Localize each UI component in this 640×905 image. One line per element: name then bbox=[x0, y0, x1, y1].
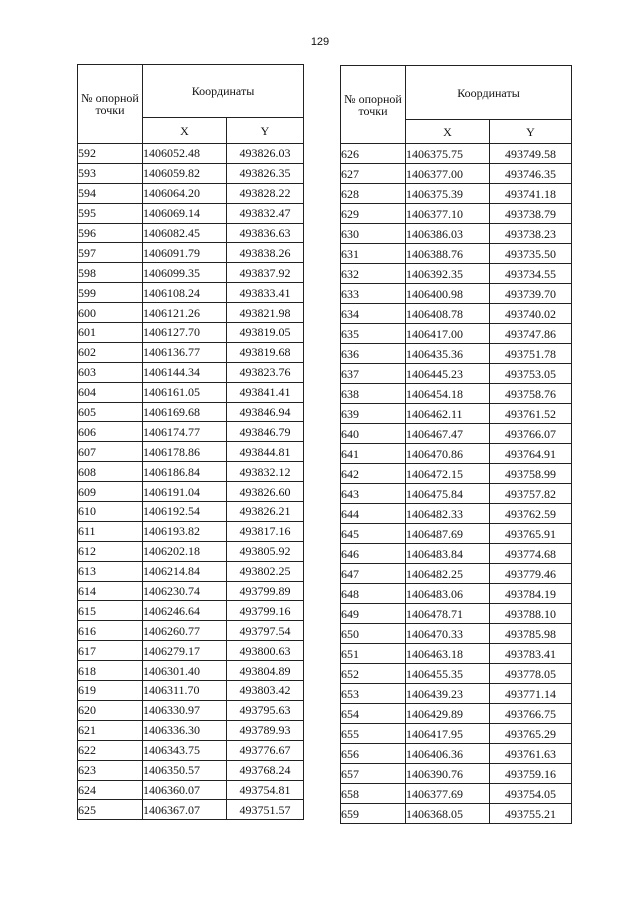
x-coordinate-cell: 1406478.71 bbox=[406, 604, 490, 624]
y-coordinate-cell: 493836.63 bbox=[227, 223, 304, 243]
x-coordinate-cell: 1406108.24 bbox=[143, 283, 227, 303]
y-coordinate-cell: 493819.68 bbox=[227, 342, 304, 362]
y-coordinate-cell: 493759.16 bbox=[490, 764, 572, 784]
point-number-cell: 637 bbox=[341, 364, 406, 384]
y-coordinate-cell: 493788.10 bbox=[490, 604, 572, 624]
point-number-cell: 607 bbox=[78, 442, 143, 462]
y-coordinate-cell: 493846.79 bbox=[227, 422, 304, 442]
table-row bbox=[78, 283, 304, 303]
table-row bbox=[78, 561, 304, 581]
point-number-cell: 652 bbox=[341, 664, 406, 684]
x-coordinate-cell: 1406360.07 bbox=[143, 780, 227, 800]
table-row bbox=[341, 624, 572, 644]
table-row bbox=[341, 524, 572, 544]
point-number-cell: 651 bbox=[341, 644, 406, 664]
y-coordinate-cell: 493766.07 bbox=[490, 424, 572, 444]
point-number-cell: 629 bbox=[341, 204, 406, 224]
table-row bbox=[341, 164, 572, 184]
y-coordinate-cell: 493761.52 bbox=[490, 404, 572, 424]
table-row bbox=[78, 521, 304, 541]
point-number-cell: 614 bbox=[78, 581, 143, 601]
x-coordinate-cell: 1406343.75 bbox=[143, 740, 227, 760]
y-coordinate-cell: 493826.35 bbox=[227, 163, 304, 183]
y-coordinate-cell: 493747.86 bbox=[490, 324, 572, 344]
table-row bbox=[341, 664, 572, 684]
y-coordinate-cell: 493802.25 bbox=[227, 561, 304, 581]
y-coordinate-cell: 493819.05 bbox=[227, 323, 304, 343]
x-coordinate-cell: 1406192.54 bbox=[143, 502, 227, 522]
point-number-cell: 631 bbox=[341, 244, 406, 264]
coordinates-table-right bbox=[340, 65, 572, 824]
table-row bbox=[78, 342, 304, 362]
table-row bbox=[78, 601, 304, 621]
point-number-cell: 624 bbox=[78, 780, 143, 800]
y-coordinate-cell: 493800.63 bbox=[227, 641, 304, 661]
y-coordinate-cell: 493741.18 bbox=[490, 184, 572, 204]
y-coordinate-cell: 493738.79 bbox=[490, 204, 572, 224]
table-row bbox=[341, 244, 572, 264]
x-coordinate-cell: 1406390.76 bbox=[406, 764, 490, 784]
x-coordinate-cell: 1406377.10 bbox=[406, 204, 490, 224]
y-coordinate-cell: 493817.16 bbox=[227, 521, 304, 541]
x-coordinate-cell: 1406388.76 bbox=[406, 244, 490, 264]
table-row bbox=[341, 704, 572, 724]
x-coordinate-cell: 1406121.26 bbox=[143, 303, 227, 323]
table-row bbox=[78, 223, 304, 243]
x-coordinate-cell: 1406455.35 bbox=[406, 664, 490, 684]
y-coordinate-cell: 493758.99 bbox=[490, 464, 572, 484]
point-number-cell: 610 bbox=[78, 502, 143, 522]
point-number-cell: 642 bbox=[341, 464, 406, 484]
table-body-right bbox=[341, 144, 572, 824]
table-row bbox=[341, 324, 572, 344]
table-row bbox=[78, 541, 304, 561]
table-row bbox=[341, 204, 572, 224]
x-coordinate-cell: 1406136.77 bbox=[143, 342, 227, 362]
y-coordinate-cell: 493734.55 bbox=[490, 264, 572, 284]
point-number-cell: 641 bbox=[341, 444, 406, 464]
table-row bbox=[78, 382, 304, 402]
x-coordinate-cell: 1406392.35 bbox=[406, 264, 490, 284]
table-row bbox=[78, 183, 304, 203]
x-coordinate-cell: 1406230.74 bbox=[143, 581, 227, 601]
point-number-cell: 658 bbox=[341, 784, 406, 804]
point-number-cell: 604 bbox=[78, 382, 143, 402]
table-row bbox=[78, 681, 304, 701]
x-coordinate-cell: 1406487.69 bbox=[406, 524, 490, 544]
point-number-cell: 635 bbox=[341, 324, 406, 344]
y-coordinate-cell: 493795.63 bbox=[227, 700, 304, 720]
point-number-cell: 643 bbox=[341, 484, 406, 504]
point-number-cell: 628 bbox=[341, 184, 406, 204]
point-number-cell: 626 bbox=[341, 144, 406, 164]
point-number-cell: 602 bbox=[78, 342, 143, 362]
point-number-cell: 630 bbox=[341, 224, 406, 244]
y-coordinate-cell: 493754.05 bbox=[490, 784, 572, 804]
y-coordinate-cell: 493826.03 bbox=[227, 144, 304, 164]
point-number-cell: 653 bbox=[341, 684, 406, 704]
point-number-cell: 593 bbox=[78, 163, 143, 183]
y-coordinate-cell: 493799.16 bbox=[227, 601, 304, 621]
y-coordinate-cell: 493764.91 bbox=[490, 444, 572, 464]
y-coordinate-cell: 493789.93 bbox=[227, 720, 304, 740]
table-row bbox=[341, 404, 572, 424]
y-coordinate-cell: 493758.76 bbox=[490, 384, 572, 404]
x-coordinate-cell: 1406052.48 bbox=[143, 144, 227, 164]
x-coordinate-cell: 1406368.05 bbox=[406, 804, 490, 824]
y-coordinate-cell: 493776.67 bbox=[227, 740, 304, 760]
y-coordinate-cell: 493784.19 bbox=[490, 584, 572, 604]
x-coordinate-cell: 1406350.57 bbox=[143, 760, 227, 780]
point-number-cell: 622 bbox=[78, 740, 143, 760]
x-coordinate-cell: 1406435.36 bbox=[406, 344, 490, 364]
table-row bbox=[341, 504, 572, 524]
table-row bbox=[78, 641, 304, 661]
table-row bbox=[341, 484, 572, 504]
x-coordinate-cell: 1406161.05 bbox=[143, 382, 227, 402]
x-coordinate-cell: 1406202.18 bbox=[143, 541, 227, 561]
y-coordinate-cell: 493826.60 bbox=[227, 482, 304, 502]
point-number-cell: 599 bbox=[78, 283, 143, 303]
table-row bbox=[78, 144, 304, 164]
point-number-cell: 640 bbox=[341, 424, 406, 444]
x-coordinate-cell: 1406482.33 bbox=[406, 504, 490, 524]
y-coordinate-cell: 493766.75 bbox=[490, 704, 572, 724]
point-number-cell: 598 bbox=[78, 263, 143, 283]
table-row bbox=[341, 424, 572, 444]
table-row bbox=[78, 203, 304, 223]
x-coordinate-cell: 1406377.00 bbox=[406, 164, 490, 184]
x-coordinate-cell: 1406482.25 bbox=[406, 564, 490, 584]
point-number-cell: 603 bbox=[78, 362, 143, 382]
point-number-cell: 596 bbox=[78, 223, 143, 243]
table-row bbox=[78, 362, 304, 382]
x-coordinate-cell: 1406311.70 bbox=[143, 681, 227, 701]
point-number-cell: 656 bbox=[341, 744, 406, 764]
point-number-cell: 621 bbox=[78, 720, 143, 740]
y-coordinate-cell: 493799.89 bbox=[227, 581, 304, 601]
table-row bbox=[341, 304, 572, 324]
point-number-cell: 592 bbox=[78, 144, 143, 164]
point-number-cell: 616 bbox=[78, 621, 143, 641]
table-body-left bbox=[78, 144, 304, 820]
table-row bbox=[78, 243, 304, 263]
coordinates-header: Координаты bbox=[143, 65, 304, 118]
x-coordinate-cell: 1406330.97 bbox=[143, 700, 227, 720]
table-row bbox=[78, 700, 304, 720]
y-coordinate-cell: 493740.02 bbox=[490, 304, 572, 324]
x-column-header: X bbox=[143, 118, 227, 144]
x-coordinate-cell: 1406377.69 bbox=[406, 784, 490, 804]
y-coordinate-cell: 493738.23 bbox=[490, 224, 572, 244]
point-number-cell: 620 bbox=[78, 700, 143, 720]
y-coordinate-cell: 493833.41 bbox=[227, 283, 304, 303]
point-number-cell: 645 bbox=[341, 524, 406, 544]
y-coordinate-cell: 493768.24 bbox=[227, 760, 304, 780]
y-coordinate-cell: 493749.58 bbox=[490, 144, 572, 164]
y-coordinate-cell: 493797.54 bbox=[227, 621, 304, 641]
table-row bbox=[78, 442, 304, 462]
y-coordinate-cell: 493826.21 bbox=[227, 502, 304, 522]
point-number-cell: 617 bbox=[78, 641, 143, 661]
x-coordinate-cell: 1406400.98 bbox=[406, 284, 490, 304]
point-number-header: № опорной точки bbox=[78, 65, 143, 144]
y-coordinate-cell: 493779.46 bbox=[490, 564, 572, 584]
x-coordinate-cell: 1406064.20 bbox=[143, 183, 227, 203]
point-number-cell: 634 bbox=[341, 304, 406, 324]
y-coordinate-cell: 493841.41 bbox=[227, 382, 304, 402]
x-coordinate-cell: 1406386.03 bbox=[406, 224, 490, 244]
y-coordinate-cell: 493761.63 bbox=[490, 744, 572, 764]
x-coordinate-cell: 1406059.82 bbox=[143, 163, 227, 183]
x-coordinate-cell: 1406174.77 bbox=[143, 422, 227, 442]
point-number-cell: 600 bbox=[78, 303, 143, 323]
x-coordinate-cell: 1406429.89 bbox=[406, 704, 490, 724]
y-coordinate-cell: 493785.98 bbox=[490, 624, 572, 644]
point-number-cell: 595 bbox=[78, 203, 143, 223]
x-coordinate-cell: 1406069.14 bbox=[143, 203, 227, 223]
point-number-cell: 632 bbox=[341, 264, 406, 284]
table-row bbox=[78, 780, 304, 800]
y-coordinate-cell: 493804.89 bbox=[227, 661, 304, 681]
table-row bbox=[341, 264, 572, 284]
x-coordinate-cell: 1406099.35 bbox=[143, 263, 227, 283]
point-number-cell: 639 bbox=[341, 404, 406, 424]
x-coordinate-cell: 1406367.07 bbox=[143, 800, 227, 820]
table-row bbox=[341, 364, 572, 384]
y-coordinate-cell: 493751.57 bbox=[227, 800, 304, 820]
page-number: 129 bbox=[310, 36, 330, 48]
y-coordinate-cell: 493846.94 bbox=[227, 402, 304, 422]
x-coordinate-cell: 1406463.18 bbox=[406, 644, 490, 664]
x-coordinate-cell: 1406279.17 bbox=[143, 641, 227, 661]
point-number-cell: 654 bbox=[341, 704, 406, 724]
table-row bbox=[78, 720, 304, 740]
y-coordinate-cell: 493751.78 bbox=[490, 344, 572, 364]
y-coordinate-cell: 493838.26 bbox=[227, 243, 304, 263]
y-coordinate-cell: 493762.59 bbox=[490, 504, 572, 524]
x-coordinate-cell: 1406439.23 bbox=[406, 684, 490, 704]
point-number-cell: 655 bbox=[341, 724, 406, 744]
x-coordinate-cell: 1406186.84 bbox=[143, 462, 227, 482]
table-row bbox=[341, 724, 572, 744]
table-row bbox=[78, 661, 304, 681]
y-coordinate-cell: 493828.22 bbox=[227, 183, 304, 203]
table-row bbox=[341, 804, 572, 824]
point-number-cell: 625 bbox=[78, 800, 143, 820]
point-number-cell: 627 bbox=[341, 164, 406, 184]
x-coordinate-cell: 1406475.84 bbox=[406, 484, 490, 504]
x-coordinate-cell: 1406178.86 bbox=[143, 442, 227, 462]
x-coordinate-cell: 1406417.95 bbox=[406, 724, 490, 744]
table-row bbox=[78, 502, 304, 522]
x-coordinate-cell: 1406246.64 bbox=[143, 601, 227, 621]
y-coordinate-cell: 493823.76 bbox=[227, 362, 304, 382]
y-coordinate-cell: 493754.81 bbox=[227, 780, 304, 800]
point-number-cell: 646 bbox=[341, 544, 406, 564]
table-row bbox=[341, 184, 572, 204]
table-row bbox=[78, 323, 304, 343]
y-coordinate-cell: 493746.35 bbox=[490, 164, 572, 184]
x-coordinate-cell: 1406214.84 bbox=[143, 561, 227, 581]
y-coordinate-cell: 493837.92 bbox=[227, 263, 304, 283]
point-number-cell: 619 bbox=[78, 681, 143, 701]
table-row bbox=[341, 584, 572, 604]
x-coordinate-cell: 1406470.33 bbox=[406, 624, 490, 644]
y-coordinate-cell: 493805.92 bbox=[227, 541, 304, 561]
point-number-cell: 618 bbox=[78, 661, 143, 681]
x-coordinate-cell: 1406470.86 bbox=[406, 444, 490, 464]
table-row bbox=[78, 760, 304, 780]
table-row bbox=[78, 740, 304, 760]
table-row bbox=[341, 464, 572, 484]
point-number-cell: 657 bbox=[341, 764, 406, 784]
x-coordinate-cell: 1406082.45 bbox=[143, 223, 227, 243]
point-number-cell: 605 bbox=[78, 402, 143, 422]
y-coordinate-cell: 493803.42 bbox=[227, 681, 304, 701]
table-row bbox=[78, 303, 304, 323]
table-row bbox=[78, 422, 304, 442]
table-row bbox=[78, 800, 304, 820]
table-row bbox=[341, 784, 572, 804]
point-number-cell: 612 bbox=[78, 541, 143, 561]
table-row bbox=[341, 744, 572, 764]
y-coordinate-cell: 493783.41 bbox=[490, 644, 572, 664]
x-coordinate-cell: 1406375.39 bbox=[406, 184, 490, 204]
x-column-header: X bbox=[406, 120, 490, 144]
x-coordinate-cell: 1406091.79 bbox=[143, 243, 227, 263]
point-number-cell: 613 bbox=[78, 561, 143, 581]
point-number-cell: 648 bbox=[341, 584, 406, 604]
point-number-cell: 608 bbox=[78, 462, 143, 482]
x-coordinate-cell: 1406483.06 bbox=[406, 584, 490, 604]
y-coordinate-cell: 493778.05 bbox=[490, 664, 572, 684]
table-row bbox=[78, 462, 304, 482]
point-number-cell: 623 bbox=[78, 760, 143, 780]
coordinates-table-left bbox=[77, 64, 304, 820]
point-number-header: № опорной точки bbox=[341, 66, 406, 144]
y-coordinate-cell: 493844.81 bbox=[227, 442, 304, 462]
table-row bbox=[341, 144, 572, 164]
table-row bbox=[341, 564, 572, 584]
table-row bbox=[341, 344, 572, 364]
y-coordinate-cell: 493832.47 bbox=[227, 203, 304, 223]
table-row bbox=[78, 581, 304, 601]
coordinates-header: Координаты bbox=[406, 66, 572, 120]
table-row bbox=[341, 444, 572, 464]
y-coordinate-cell: 493771.14 bbox=[490, 684, 572, 704]
x-coordinate-cell: 1406472.15 bbox=[406, 464, 490, 484]
x-coordinate-cell: 1406336.30 bbox=[143, 720, 227, 740]
y-coordinate-cell: 493832.12 bbox=[227, 462, 304, 482]
x-coordinate-cell: 1406454.18 bbox=[406, 384, 490, 404]
x-coordinate-cell: 1406169.68 bbox=[143, 402, 227, 422]
x-coordinate-cell: 1406417.00 bbox=[406, 324, 490, 344]
y-coordinate-cell: 493765.29 bbox=[490, 724, 572, 744]
x-coordinate-cell: 1406406.36 bbox=[406, 744, 490, 764]
point-number-cell: 633 bbox=[341, 284, 406, 304]
x-coordinate-cell: 1406301.40 bbox=[143, 661, 227, 681]
table-row bbox=[341, 384, 572, 404]
x-coordinate-cell: 1406483.84 bbox=[406, 544, 490, 564]
point-number-cell: 650 bbox=[341, 624, 406, 644]
y-coordinate-cell: 493739.70 bbox=[490, 284, 572, 304]
table-row bbox=[341, 544, 572, 564]
table-row bbox=[78, 263, 304, 283]
x-coordinate-cell: 1406144.34 bbox=[143, 362, 227, 382]
table-row bbox=[341, 604, 572, 624]
point-number-cell: 601 bbox=[78, 323, 143, 343]
table-row bbox=[341, 284, 572, 304]
x-coordinate-cell: 1406408.78 bbox=[406, 304, 490, 324]
point-number-cell: 597 bbox=[78, 243, 143, 263]
y-coordinate-cell: 493774.68 bbox=[490, 544, 572, 564]
point-number-cell: 636 bbox=[341, 344, 406, 364]
x-coordinate-cell: 1406193.82 bbox=[143, 521, 227, 541]
x-coordinate-cell: 1406191.04 bbox=[143, 482, 227, 502]
point-number-cell: 611 bbox=[78, 521, 143, 541]
point-number-cell: 594 bbox=[78, 183, 143, 203]
point-number-cell: 606 bbox=[78, 422, 143, 442]
point-number-cell: 615 bbox=[78, 601, 143, 621]
point-number-cell: 644 bbox=[341, 504, 406, 524]
y-coordinate-cell: 493753.05 bbox=[490, 364, 572, 384]
y-coordinate-cell: 493821.98 bbox=[227, 303, 304, 323]
y-coordinate-cell: 493755.21 bbox=[490, 804, 572, 824]
table-row bbox=[78, 482, 304, 502]
y-column-header: Y bbox=[227, 118, 304, 144]
y-coordinate-cell: 493757.82 bbox=[490, 484, 572, 504]
x-coordinate-cell: 1406462.11 bbox=[406, 404, 490, 424]
x-coordinate-cell: 1406127.70 bbox=[143, 323, 227, 343]
table-row bbox=[341, 764, 572, 784]
point-number-cell: 638 bbox=[341, 384, 406, 404]
y-coordinate-cell: 493765.91 bbox=[490, 524, 572, 544]
table-row bbox=[341, 224, 572, 244]
y-column-header: Y bbox=[490, 120, 572, 144]
x-coordinate-cell: 1406445.23 bbox=[406, 364, 490, 384]
table-row bbox=[341, 684, 572, 704]
x-coordinate-cell: 1406375.75 bbox=[406, 144, 490, 164]
table-row bbox=[78, 621, 304, 641]
point-number-cell: 609 bbox=[78, 482, 143, 502]
point-number-cell: 647 bbox=[341, 564, 406, 584]
y-coordinate-cell: 493735.50 bbox=[490, 244, 572, 264]
table-row bbox=[78, 402, 304, 422]
table-row bbox=[341, 644, 572, 664]
point-number-cell: 659 bbox=[341, 804, 406, 824]
x-coordinate-cell: 1406260.77 bbox=[143, 621, 227, 641]
point-number-cell: 649 bbox=[341, 604, 406, 624]
table-row bbox=[78, 163, 304, 183]
x-coordinate-cell: 1406467.47 bbox=[406, 424, 490, 444]
